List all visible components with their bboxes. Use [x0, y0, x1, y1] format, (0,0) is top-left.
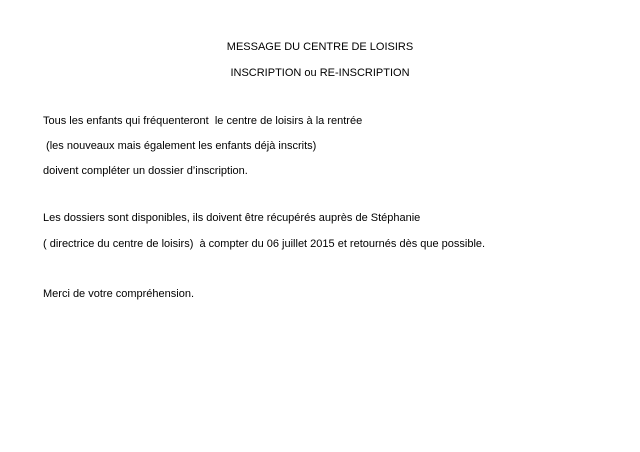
paragraph-2-line-1: Les dossiers sont disponibles, ils doivent être récupérés auprès de Stéphanie [43, 212, 421, 224]
paragraph-1-line-1: Tous les enfants qui fréquenteront le centre de loisirs à la rentrée [43, 115, 363, 127]
paragraph-2-line-2: ( directrice du centre de loisirs) à compter du 06 juillet 2015 et retournés dès que possible. [43, 238, 486, 250]
document-title: MESSAGE DU CENTRE DE LOISIRS [226, 41, 414, 53]
paragraph-1-line-2: (les nouveaux mais également les enfants déjà inscrits) [43, 140, 317, 152]
document-subtitle: INSCRIPTION ou RE-INSCRIPTION [230, 67, 410, 79]
closing-line: Merci de votre compréhension. [43, 288, 195, 300]
paragraph-1-line-3: doivent compléter un dossier d’inscription. [43, 165, 248, 177]
